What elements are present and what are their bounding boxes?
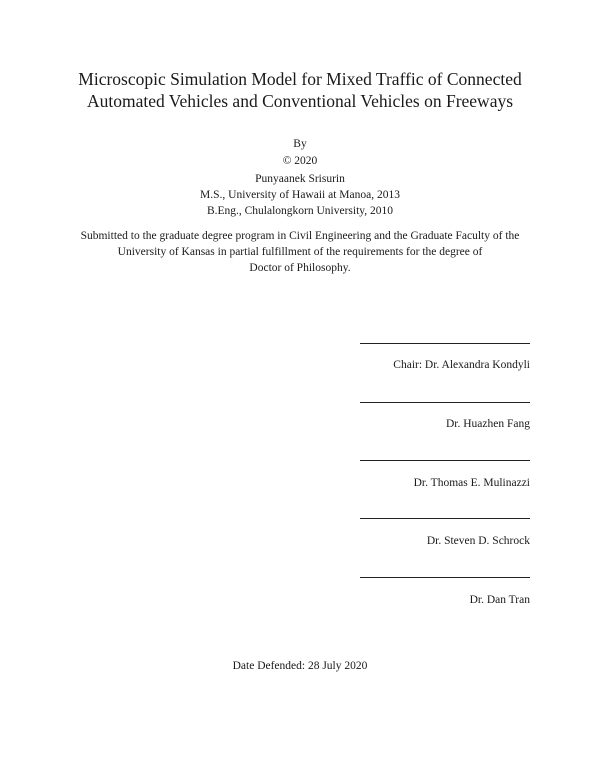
committee-chair: Chair: Dr. Alexandra Kondyli xyxy=(393,359,530,371)
submission-line-3: Doctor of Philosophy. xyxy=(249,262,351,274)
committee-member-1: Dr. Huazhen Fang xyxy=(446,418,530,430)
submission-line-1: Submitted to the graduate degree program in Civil Engineering and the Graduate Faculty of the xyxy=(80,230,520,242)
copyright: © 2020 xyxy=(282,155,318,167)
signature-line-member-3 xyxy=(360,518,530,519)
degree-ms: M.S., University of Hawaii at Manoa, 2013 xyxy=(200,189,400,201)
thesis-title-line-2: Automated Vehicles and Conventional Vehicles on Freeways xyxy=(86,91,514,111)
signature-line-member-2 xyxy=(360,460,530,461)
submission-line-2: University of Kansas in partial fulfillment of the requirements for the degree of xyxy=(117,246,483,258)
committee-member-4: Dr. Dan Tran xyxy=(469,594,530,606)
thesis-title-line-1: Microscopic Simulation Model for Mixed Traffic of Connected xyxy=(78,69,522,89)
signature-line-chair xyxy=(360,343,530,344)
signature-line-member-1 xyxy=(360,402,530,403)
committee-member-2: Dr. Thomas E. Mulinazzi xyxy=(413,477,530,489)
by-label: By xyxy=(293,138,307,150)
signature-line-member-4 xyxy=(360,577,530,578)
committee-member-3: Dr. Steven D. Schrock xyxy=(426,535,530,547)
thesis-title xyxy=(0,68,600,112)
date-defended: Date Defended: 28 July 2020 xyxy=(232,660,368,672)
author-name: Punyaanek Srisurin xyxy=(255,173,345,185)
degree-beng: B.Eng., Chulalongkorn University, 2010 xyxy=(206,205,394,217)
